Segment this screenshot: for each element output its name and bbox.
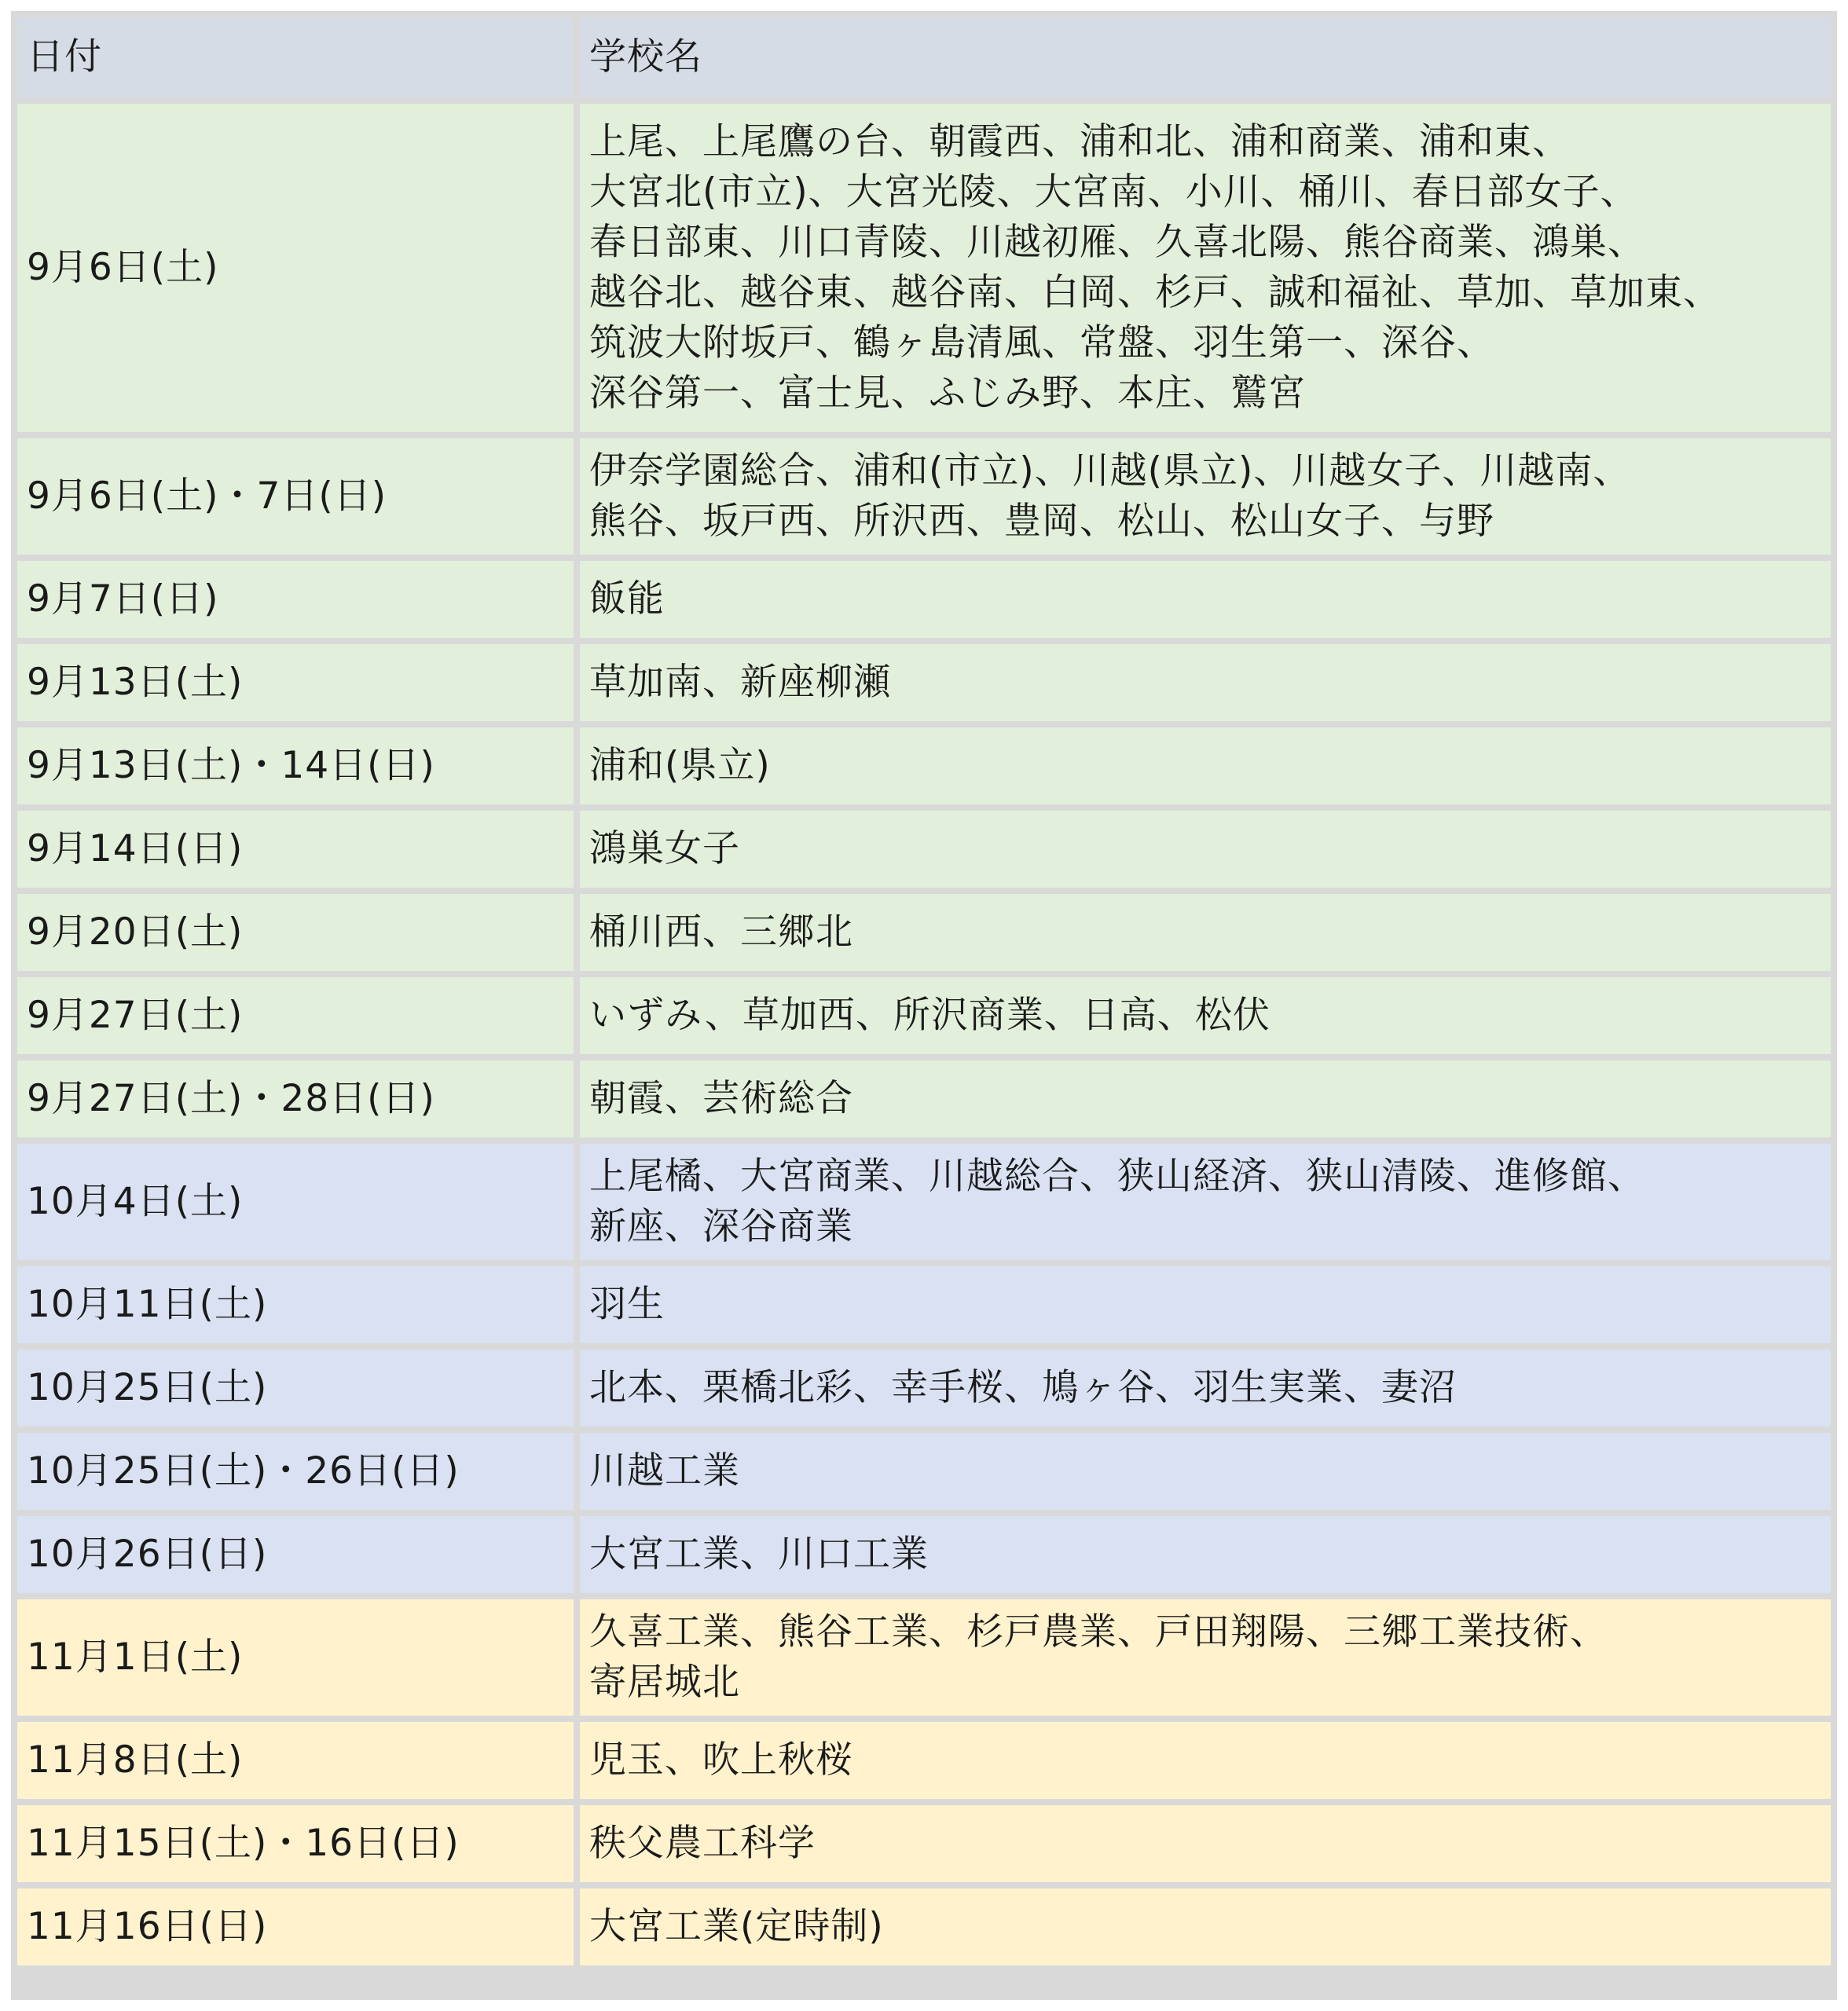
row-schools: 羽生 [580,1266,1831,1343]
row-date: 9月7日(日) [17,561,574,638]
row-schools: 川越工業 [580,1433,1831,1510]
header-school: 学校名 [580,17,1831,97]
row-date: 9月13日(土) [17,644,574,721]
row-date: 9月6日(土)・7日(日) [17,438,574,555]
row-date: 10月26日(日) [17,1516,574,1593]
row-schools: 朝霞、芸術総合 [580,1060,1831,1137]
schedule-table [11,11,1837,2000]
row-date: 11月1日(土) [17,1599,574,1716]
row-date: 9月27日(土) [17,977,574,1054]
row-date: 11月8日(土) [17,1722,574,1799]
row-date: 9月14日(日) [17,811,574,888]
row-date: 10月25日(土)・26日(日) [17,1433,574,1510]
row-schools: 鴻巣女子 [580,811,1831,888]
row-schools: 草加南、新座柳瀬 [580,644,1831,721]
row-date: 10月25日(土) [17,1350,574,1427]
row-date: 10月4日(土) [17,1144,574,1260]
row-date: 11月16日(日) [17,1888,574,1965]
row-schools: 桶川西、三郷北 [580,894,1831,971]
row-date: 9月20日(土) [17,894,574,971]
row-schools: 久喜工業、熊谷工業、杉戸農業、戸田翔陽、三郷工業技術、 寄居城北 [580,1599,1831,1716]
row-date: 10月11日(土) [17,1266,574,1343]
row-schools: 大宮工業(定時制) [580,1888,1831,1965]
row-date: 11月15日(土)・16日(日) [17,1805,574,1882]
row-date: 9月27日(土)・28日(日) [17,1060,574,1137]
header-date: 日付 [17,17,574,97]
row-schools: 飯能 [580,561,1831,638]
row-schools: 大宮工業、川口工業 [580,1516,1831,1593]
row-date: 9月13日(土)・14日(日) [17,727,574,804]
row-schools: 浦和(県立) [580,727,1831,804]
row-schools: 児玉、吹上秋桜 [580,1722,1831,1799]
row-schools: 上尾橘、大宮商業、川越総合、狭山経済、狭山清陵、進修館、 新座、深谷商業 [580,1144,1831,1260]
row-schools: いずみ、草加西、所沢商業、日高、松伏 [580,977,1831,1054]
row-schools: 北本、栗橋北彩、幸手桜、鳩ヶ谷、羽生実業、妻沼 [580,1350,1831,1427]
row-schools: 伊奈学園総合、浦和(市立)、川越(県立)、川越女子、川越南、 熊谷、坂戸西、所沢西、豊岡、松山、松山女子、与野 [580,438,1831,555]
row-schools: 秩父農工科学 [580,1805,1831,1882]
row-date: 9月6日(土) [17,104,574,432]
row-schools: 上尾、上尾鷹の台、朝霞西、浦和北、浦和商業、浦和東、 大宮北(市立)、大宮光陵、大宮南、小川、桶川、春日部女子、 春日部東、川口青陵、川越初雁、久喜北陽、熊谷商業、鴻巣、 越谷北、越谷東、越谷南、白岡、杉戸、誠和福祉、草加、草加東、 筑波大附坂戸、鶴ヶ島清風、常盤、羽生第一、深谷、 深谷第一、富士見、ふじみ野、本庄、鷲宮 [580,104,1831,432]
